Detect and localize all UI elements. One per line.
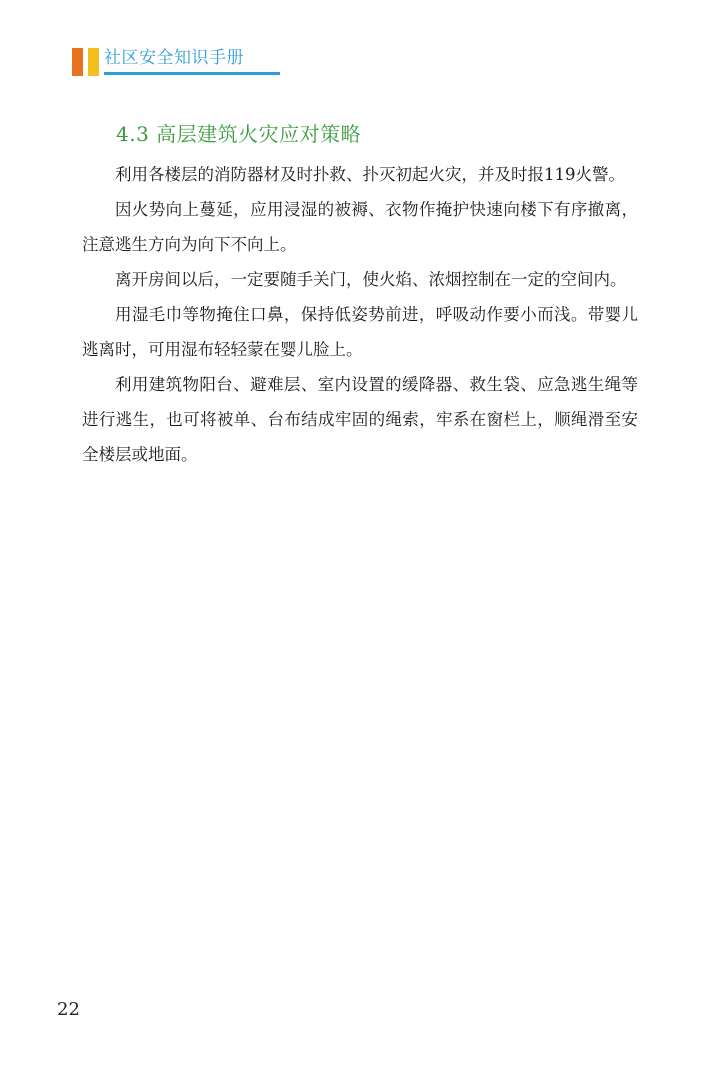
header-title: 社区安全知识手册 xyxy=(104,48,244,68)
paragraph-1: 利用各楼层的消防器材及时扑救、扑灭初起火灾，并及时报119火警。 xyxy=(115,165,625,184)
running-header xyxy=(72,44,292,76)
paragraph-4: 用湿毛巾等物掩住口鼻，保持低姿势前进，呼吸动作要小而浅。带婴儿逃离时，可用湿布轻轻蒙在婴儿脸上。 xyxy=(82,305,638,359)
section-heading: 4.3 高层建筑火灾应对策略 xyxy=(116,122,362,146)
paragraph-2: 因火势向上蔓延，应用浸湿的被褥、衣物作掩护快速向楼下有序撤离，注意逃生方向为向下不向上。 xyxy=(82,200,638,254)
body-text xyxy=(82,157,638,472)
paragraph-5: 利用建筑物阳台、避难层、室内设置的缓降器、救生袋、应急逃生绳等进行逃生，也可将被单、台布结成牢固的绳索，牢系在窗栏上，顺绳滑至安全楼层或地面。 xyxy=(82,375,638,464)
header-underline xyxy=(104,72,280,75)
header-accent-bar-orange xyxy=(72,48,83,76)
header-accent-bar-yellow xyxy=(88,48,99,76)
paragraph-3: 离开房间以后，一定要随手关门，使火焰、浓烟控制在一定的空间内。 xyxy=(115,270,627,289)
page-number: 22 xyxy=(57,999,80,1020)
